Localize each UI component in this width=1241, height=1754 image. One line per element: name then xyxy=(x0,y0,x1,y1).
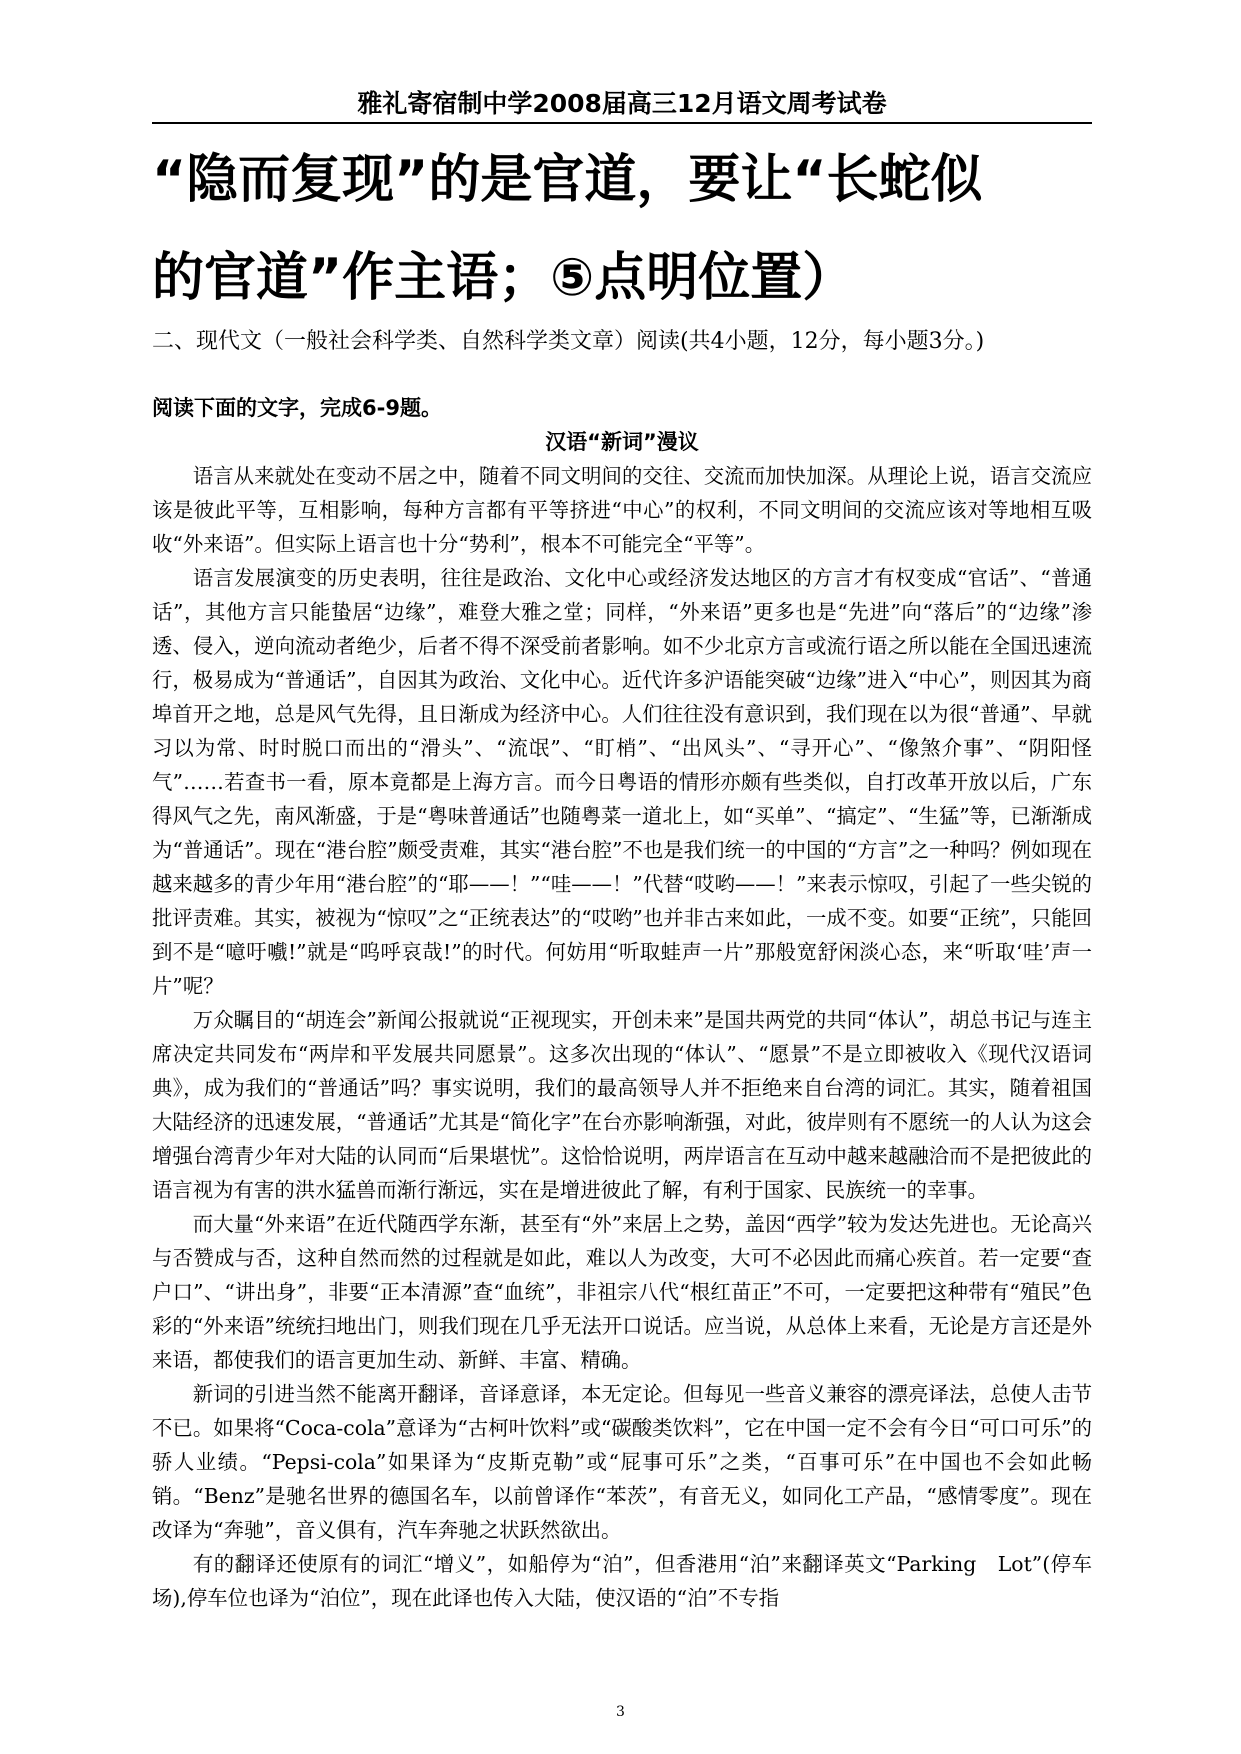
section-heading: 二、现代文（一般社会科学类、自然科学类文章）阅读(共4小题，12分，每小题3分。) xyxy=(152,329,985,354)
article-paragraph-6: 有的翻译还使原有的词汇“增义”，如船停为“泊”，但香港用“泊”来翻译英文“Parking Lot”(停车场),停车位也译为“泊位”，现在此译也传入大陆，使汉语的“泊”不专指 xyxy=(152,1552,1092,1610)
carryover-answer-line-1: “隐而复现”的是官道，要让“长蛇似 xyxy=(152,150,983,210)
header-divider xyxy=(152,122,1092,124)
reading-instruction: 阅读下面的文字，完成6-9题。 xyxy=(152,396,442,420)
article-title: 汉语“新词”漫议 xyxy=(545,430,699,454)
exam-header: 雅礼寄宿制中学2008届高三12月语文周考试卷 xyxy=(357,89,887,118)
article-paragraph-3: 万众瞩目的“胡连会”新闻公报就说“正视现实，开创未来”是国共两党的共同“体认”，胡总书记与连主席决定共同发布“两岸和平发展共同愿景”。这多次出现的“体认”、“愿景”不是立即被收入《现代汉语词典》，成为我们的“普通话”吗？事实说明，我们的最高领导人并不拒绝来自台湾的词汇。其实，随着祖国大陆经济的迅速发展，“普通话”尤其是“简化字”在台亦影响渐强，对此，彼岸则有不愿统一的人认为这会增强台湾青少年对大陆的认同而“后果堪忧”。这恰恰说明，两岸语言在互动中越来越融洽而不是把彼此的语言视为有害的洪水猛兽而渐行渐远，实在是增进彼此了解，有利于国家、民族统一的幸事。 xyxy=(152,1008,1092,1202)
carryover-answer-line-2: 的官道”作主语；⑤点明位置） xyxy=(152,248,855,308)
article-paragraph-2: 语言发展演变的历史表明，往往是政治、文化中心或经济发达地区的方言才有权变成“官话”、“普通话”，其他方言只能蛰居“边缘”，难登大雅之堂；同样，“外来语”更多也是“先进”向“落后”的“边缘”渗透、侵入，逆向流动者绝少，后者不得不深受前者影响。如不少北京方言或流行语之所以能在全国迅速流行，极易成为“普通话”，自因其为政治、文化中心。近代许多沪语能突破“边缘”进入“中心”，则因其为商埠首开之地，总是风气先得，且日渐成为经济中心。人们往往没有意识到，我们现在以为很“普通”、早就习以为常、时时脱口而出的“滑头”、“流氓”、“盯梢”、“出风头”、“寻开心”、“像煞介事”、“阴阳怪气”……若查书一看，原本竟都是上海方言。而今日粤语的情形亦颇有些类似，自打改革开放以后，广东得风气之先，南风渐盛，于是“粤味普通话”也随粤菜一道北上，如“买单”、“搞定”、“生猛”等，已渐渐成为“普通话”。现在“港台腔”颇受责难，其实“港台腔”不也是我们统一的中国的“方言”之一种吗？例如现在越来越多的青少年用“港台腔”的“耶——！”“哇——！”代替“哎哟——！”来表示惊叹，引起了一些尖锐的批评责难。其实，被视为“惊叹”之“正统表达”的“哎哟”也并非古来如此，一成不变。如要“正统”，只能回到不是“噫吁嚱!”就是“呜呼哀哉!”的时代。何妨用“听取蛙声一片”那般宽舒闲淡心态，来“听取‘哇’声一片”呢？ xyxy=(152,566,1093,998)
article-paragraph-5: 新词的引进当然不能离开翻译，音译意译，本无定论。但每见一些音义兼容的漂亮译法，总使人击节不已。如果将“Coca-cola”意译为“古柯叶饮料”或“碳酸类饮料”，它在中国一定不会有今日“可口可乐”的骄人业绩。“Pepsi-cola”如果译为“皮斯克勒”或“屁事可乐”之类，“百事可乐”在中国也不会如此畅销。“Benz”是驰名世界的德国名车，以前曾译作“苯茨”，有音无义，如同化工产品，“感情零度”。现在改译为“奔驰”，音义俱有，汽车奔驰之状跃然欲出。 xyxy=(152,1382,1092,1542)
article-body xyxy=(152,459,1092,1615)
page-number: 3 xyxy=(616,1704,625,1720)
article-paragraph-4: 而大量“外来语”在近代随西学东渐，甚至有“外”来居上之势，盖因“西学”较为发达先进也。无论高兴与否赞成与否，这种自然而然的过程就是如此，难以人为改变，大可不必因此而痛心疾首。若一定要“查户口”、“讲出身”，非要“正本清源”查“血统”，非祖宗八代“根红苗正”不可，一定要把这种带有“殖民”色彩的“外来语”统统扫地出门，则我们现在几乎无法开口说话。应当说，从总体上来看，无论是方言还是外来语，都使我们的语言更加生动、新鲜、丰富、精确。 xyxy=(152,1212,1092,1372)
article-paragraph-1: 语言从来就处在变动不居之中，随着不同文明间的交往、交流而加快加深。从理论上说，语言交流应该是彼此平等，互相影响，每种方言都有平等挤进“中心”的权利，不同文明间的交流应该对等地相互吸收“外来语”。但实际上语言也十分“势利”，根本不可能完全“平等”。 xyxy=(152,464,1092,556)
